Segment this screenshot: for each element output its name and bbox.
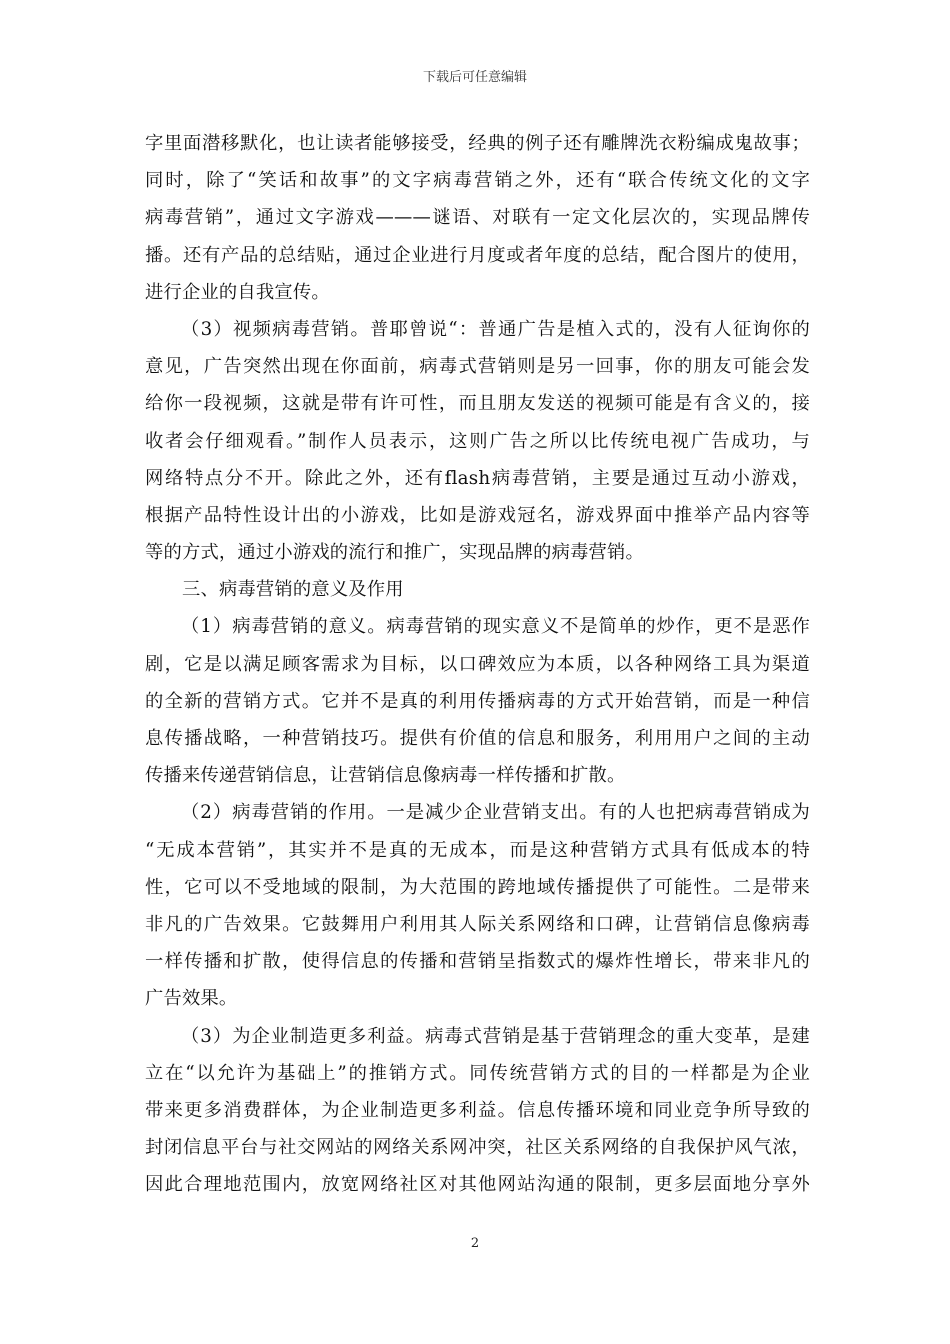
text-line: 根据产品特性设计出的小游戏，比如是游戏冠名，游戏界面中推举产品内容等 xyxy=(145,504,810,526)
page-number: 2 xyxy=(470,1236,480,1251)
text-line: （3）为企业制造更多利益。病毒式营销是基于营销理念的重大变革，是建 xyxy=(181,1025,810,1047)
text-line: 意见，广告突然出现在你面前，病毒式营销则是另一回事，你的朋友可能会发 xyxy=(145,356,810,378)
text-line: （3）视频病毒营销。普耶曾说“：普通广告是植入式的，没有人征询你的 xyxy=(181,318,810,340)
text-line: “无成本营销”，其实并不是真的无成本，而是这种营销方式具有低成本的特 xyxy=(145,839,810,861)
text-line: 等的方式，通过小游戏的流行和推广，实现品牌的病毒营销。 xyxy=(145,542,644,564)
text-line: 收者会仔细观看。”制作人员表示，这则广告之所以比传统电视广告成功，与 xyxy=(145,430,810,452)
text-line: 病毒营销”，通过文字游戏———谜语、对联有一定文化层次的，实现品牌传 xyxy=(145,207,810,229)
text-line: 网络特点分不开。除此之外，还有flash病毒营销，主要是通过互动小游戏， xyxy=(145,467,810,489)
text-line: 给你一段视频，这就是带有许可性，而且朋友发送的视频可能是有含义的，接 xyxy=(145,393,810,415)
text-line: 一样传播和扩散，使得信息的传播和营销呈指数式的爆炸性增长，带来非凡的 xyxy=(145,951,810,973)
text-line: 立在“以允许为基础上”的推销方式。同传统营销方式的目的一样都是为企业 xyxy=(145,1062,810,1084)
text-line: 进行企业的自我宣传。 xyxy=(145,281,330,303)
text-line: （2）病毒营销的作用。一是减少企业营销支出。有的人也把病毒营销成为 xyxy=(181,802,810,824)
text-line: 息传播战略，一种营销技巧。提供有价值的信息和服务，利用用户之间的主动 xyxy=(145,728,810,749)
section-heading: 三、病毒营销的意义及作用 xyxy=(182,579,404,601)
text-line: 带来更多消费群体，为企业制造更多利益。信息传播环境和同业竞争所导致的 xyxy=(145,1099,810,1121)
text-line: 播。还有产品的总结贴，通过企业进行月度或者年度的总结，配合图片的使用， xyxy=(145,244,810,266)
document-body xyxy=(145,125,810,1203)
text-line: 非凡的广告效果。它鼓舞用户利用其人际关系网络和口碑，让营销信息像病毒 xyxy=(145,913,810,935)
page-header: 下载后可任意编辑 xyxy=(422,70,527,85)
text-line: （1）病毒营销的意义。病毒营销的现实意义不是简单的炒作，更不是恶作 xyxy=(181,616,810,638)
text-line: 因此合理地范围内，放宽网络社区对其他网站沟通的限制，更多层面地分享外 xyxy=(145,1174,810,1196)
text-line: 字里面潜移默化，也让读者能够接受，经典的例子还有雕牌洗衣粉编成鬼故事； xyxy=(145,133,810,154)
text-line: 的全新的营销方式。它并不是真的利用传播病毒的方式开始营销，而是一种信 xyxy=(145,690,810,712)
text-line: 封闭信息平台与社交网站的网络关系网冲突，社区关系网络的自我保护风气浓， xyxy=(145,1137,810,1159)
text-line: 同时，除了“笑话和故事”的文字病毒营销之外，还有“联合传统文化的文字 xyxy=(145,170,810,192)
text-line: 剧，它是以满足顾客需求为目标，以口碑效应为本质，以各种网络工具为渠道 xyxy=(145,653,810,675)
text-line: 性，它可以不受地域的限制，为大范围的跨地域传播提供了可能性。二是带来 xyxy=(145,876,810,898)
text-line: 传播来传递营销信息，让营销信息像病毒一样传播和扩散。 xyxy=(145,765,626,787)
text-line: 广告效果。 xyxy=(145,988,238,1010)
